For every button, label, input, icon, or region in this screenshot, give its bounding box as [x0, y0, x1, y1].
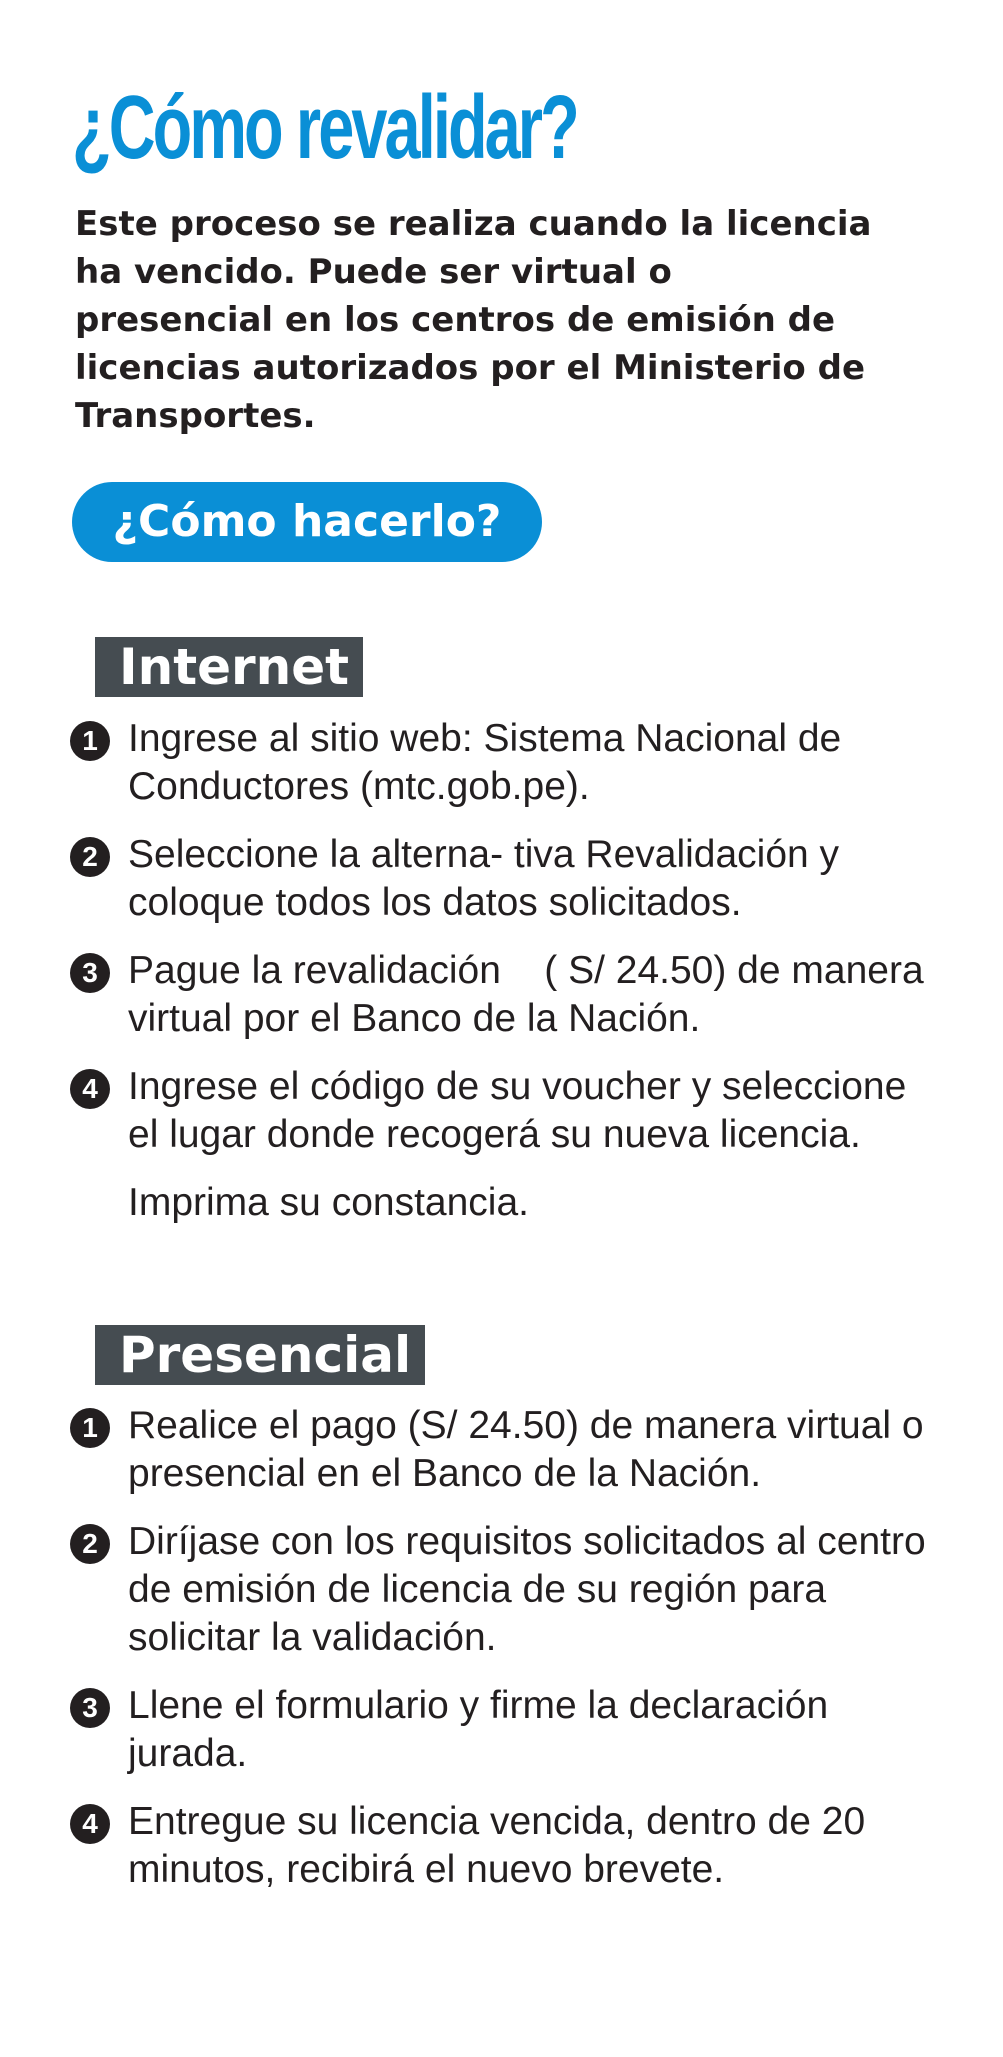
step-text: Realice el pago (S/ 24.50) de manera virtual o presencial en el Banco de la Nación. — [128, 1404, 924, 1495]
step-number-badge: 2 — [70, 1524, 110, 1564]
page-title: ¿Cómo revalidar? — [72, 78, 577, 178]
step-number-badge: 3 — [70, 1688, 110, 1728]
presencial-steps-list — [70, 1402, 940, 1914]
presencial-step-2 — [70, 1518, 940, 1662]
step-number-badge: 1 — [70, 1408, 110, 1448]
internet-step-1 — [70, 715, 940, 811]
internet-steps-list — [70, 715, 940, 1247]
step-text: Entregue su licencia vencida, dentro de 20 minutos, recibirá el nuevo brevete. — [128, 1800, 866, 1891]
step-text: Pague la revalidación ( S/ 24.50) de manera virtual por el Banco de la Nación. — [128, 949, 935, 1040]
intro-paragraph: Este proceso se realiza cuando la licencia ha vencido. Puede ser virtual o presencial en los centros de emisión de licencias autorizados por el Ministerio de Transportes. — [75, 204, 872, 436]
section-header-internet: Internet — [95, 637, 363, 697]
step-number-badge: 4 — [70, 1804, 110, 1844]
section-header-presencial: Presencial — [95, 1325, 425, 1385]
step-text: Ingrese el código de su voucher y seleccione el lugar donde recogerá su nueva licencia. — [128, 1065, 907, 1156]
internet-step-2 — [70, 831, 940, 927]
step-number-badge: 2 — [70, 837, 110, 877]
step-number-badge: 4 — [70, 1069, 110, 1109]
presencial-step-3 — [70, 1682, 940, 1778]
internet-step-4 — [70, 1063, 940, 1159]
internet-extra-note — [70, 1179, 940, 1227]
extra-note-text: Imprima su constancia. — [128, 1181, 529, 1224]
step-text: Seleccione la alterna- tiva Revalidación y coloque todos los datos solicitados. — [128, 833, 840, 924]
step-text: Diríjase con los requisitos solicitados al centro de emisión de licencia de su región para solicitar la validación. — [128, 1520, 926, 1659]
step-text: Llene el formulario y firme la declaración jurada. — [128, 1684, 829, 1775]
step-number-badge: 3 — [70, 953, 110, 993]
presencial-step-1 — [70, 1402, 940, 1498]
internet-step-3 — [70, 947, 940, 1043]
step-number-badge: 1 — [70, 721, 110, 761]
how-to-badge: ¿Cómo hacerlo? — [72, 482, 542, 562]
presencial-step-4 — [70, 1798, 940, 1894]
step-text: Ingrese al sitio web: Sistema Nacional de Conductores (mtc.gob.pe). — [128, 717, 842, 808]
